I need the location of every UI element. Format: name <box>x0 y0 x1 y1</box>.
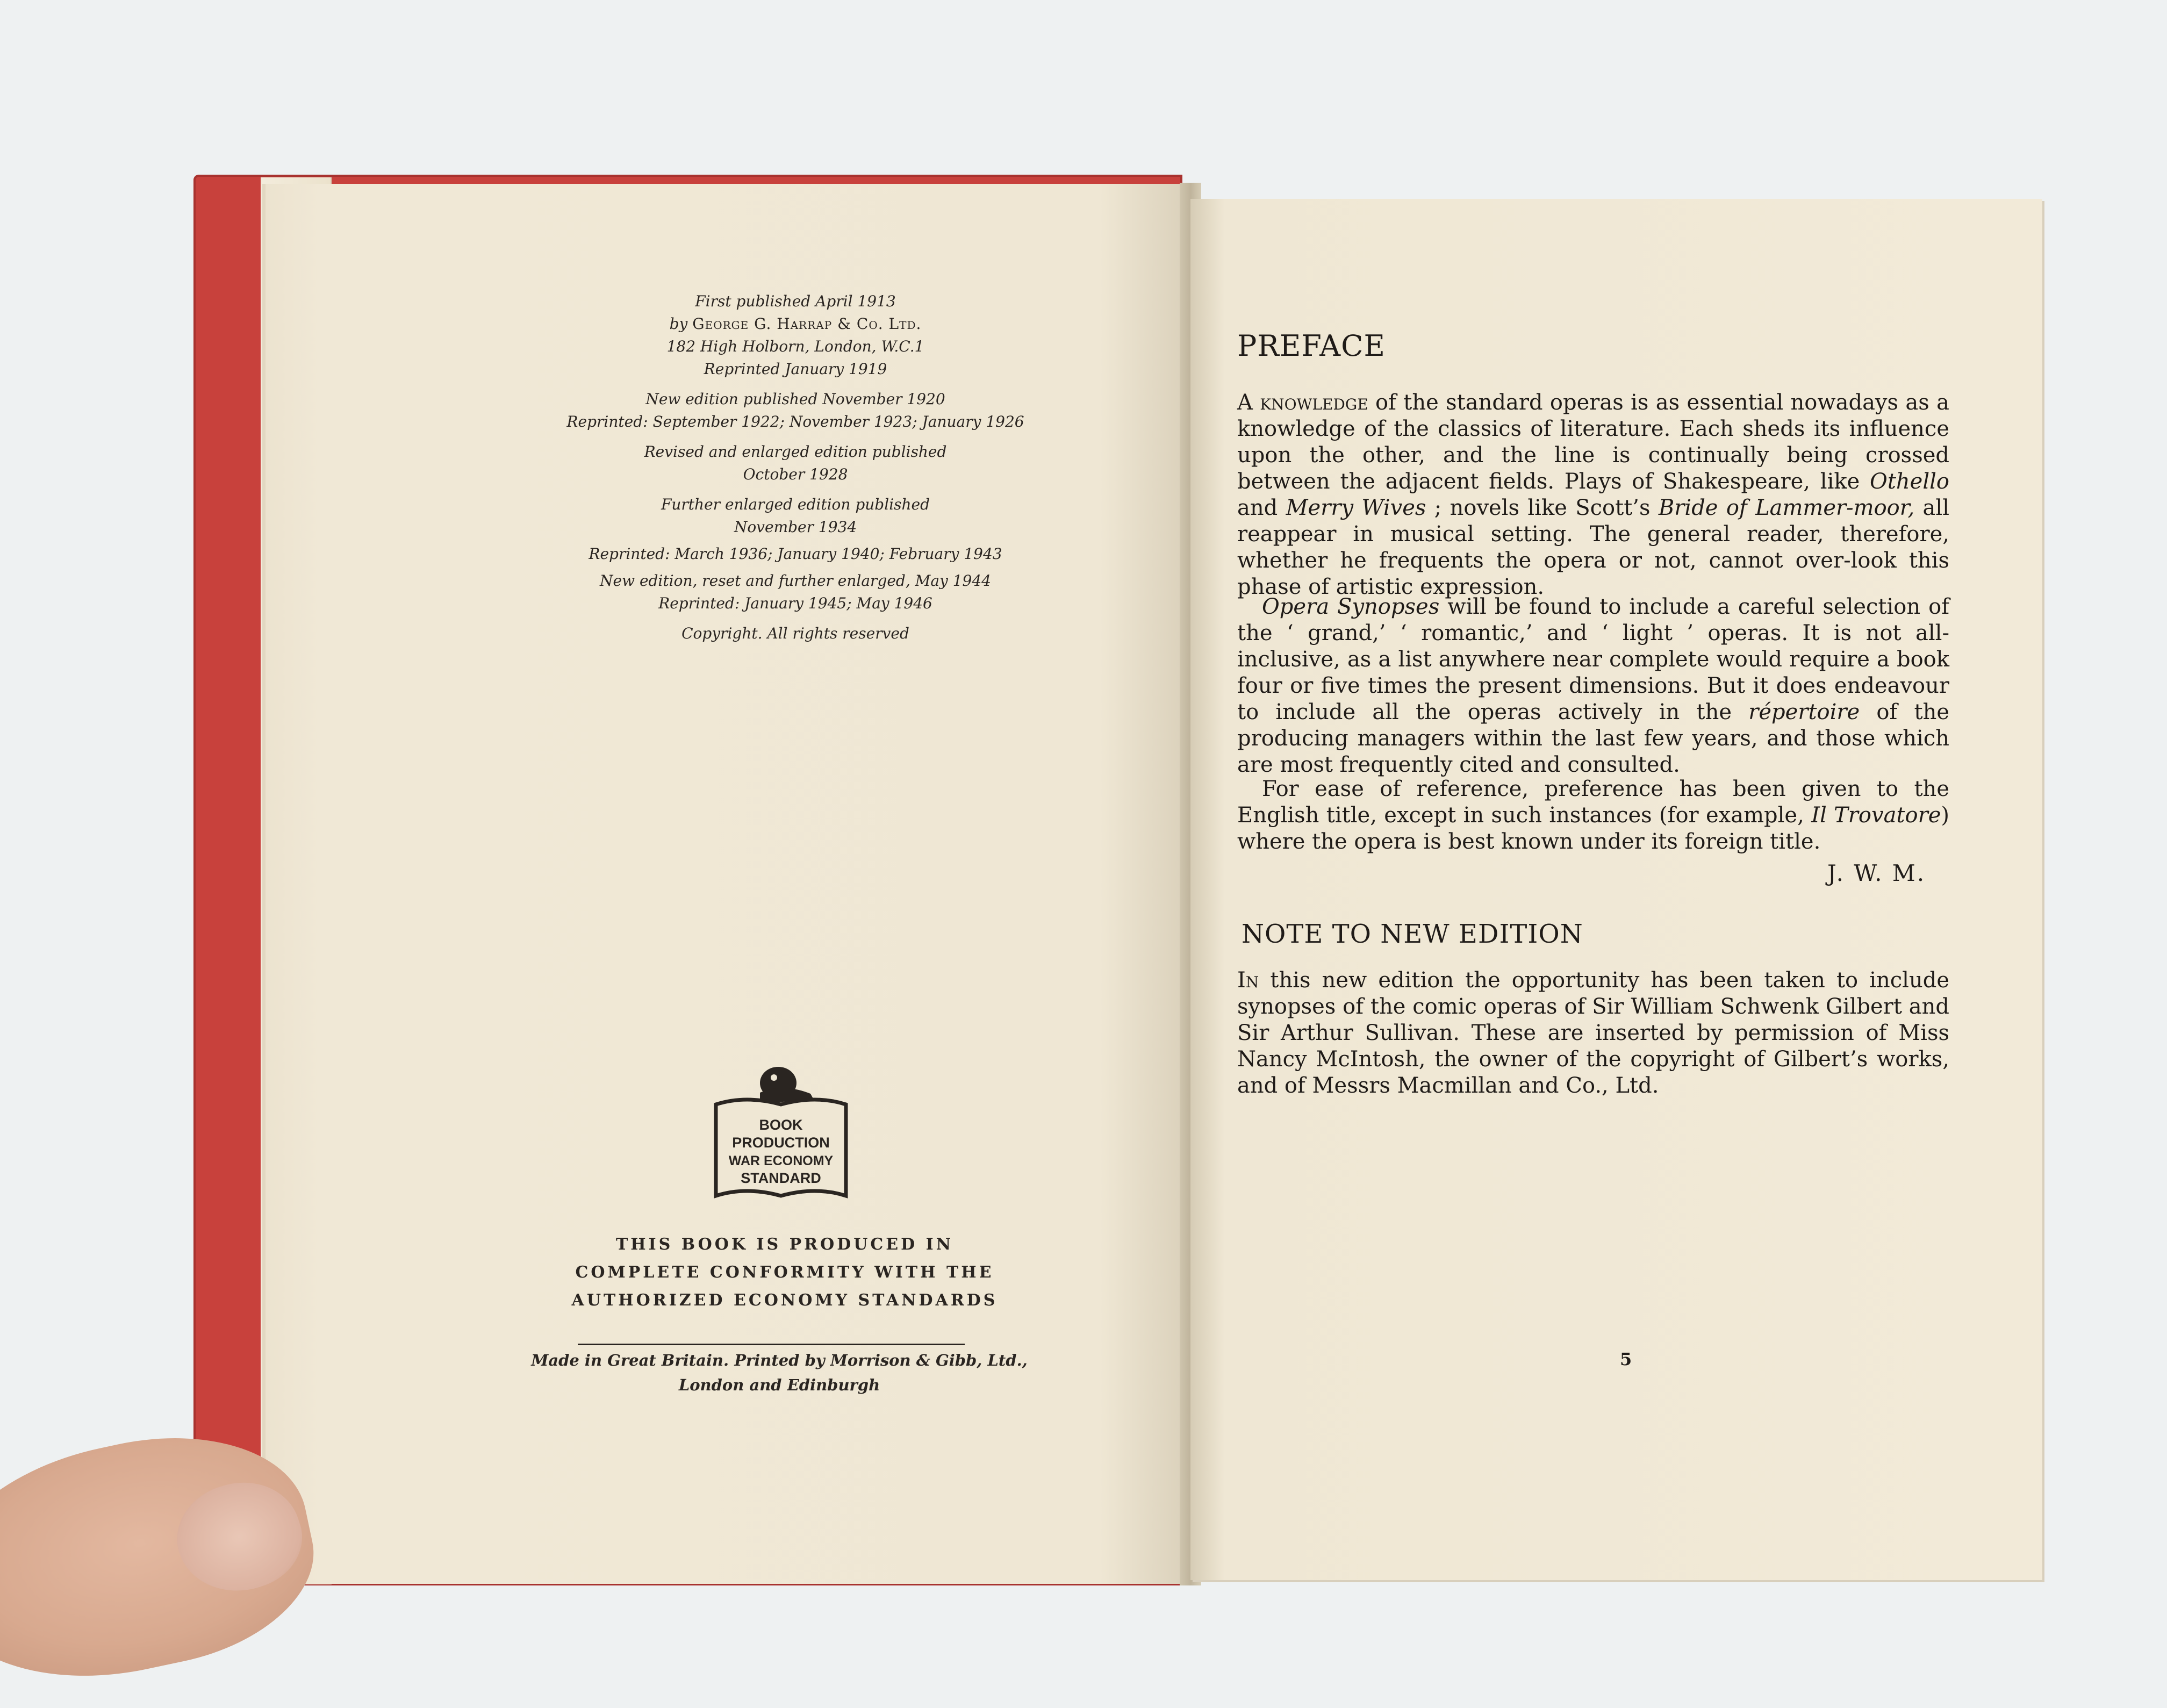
imprint-line: New edition, reset and further enlarged, May 1944 <box>600 572 991 590</box>
divider <box>578 1344 965 1345</box>
logo-line: BOOK <box>759 1117 803 1133</box>
logo-line: STANDARD <box>741 1170 821 1186</box>
note-heading: NOTE TO NEW EDITION <box>1242 919 1583 949</box>
imprint-line: First published April 1913 <box>695 292 896 310</box>
preface-paragraph-3: For ease of reference, preference has been given to the English title, except in such instances (for example, Il Trovatore) where the opera is best known under its foreign title. <box>1237 777 1950 854</box>
preface-heading: PREFACE <box>1237 329 1386 363</box>
preface-paragraph-2: Opera Synopses will be found to include a careful selection of the ‘ grand,’ ‘ romantic,’ and ‘ light ’ operas. It is not all-inclusive, as a list anywhere near complete would require a book four or five times the present dimensions. But it does endeavour to include all the operas actively in the répertoire of the producing managers within the last few years, and those which are most frequently cited and consulted. <box>1237 594 1949 777</box>
printer-credit: Made in Great Britain. Printed by Morrison & Gibb, Ltd., London and Edinburgh <box>531 1351 1028 1394</box>
imprint-line: Copyright. All rights reserved <box>681 625 909 642</box>
imprint-line: October 1928 <box>743 465 848 483</box>
imprint-line: Reprinted: March 1936; January 1940; February 1943 <box>589 545 1002 563</box>
imprint-line: Reprinted: January 1945; May 1946 <box>658 594 932 612</box>
logo-line: PRODUCTION <box>732 1135 830 1151</box>
imprint-line: Revised and enlarged edition published <box>644 443 947 461</box>
imprint-line: 182 High Holborn, London, W.C.1 <box>666 338 924 355</box>
preface-paragraph-1: A knowledge of the standard operas is as essential nowadays as a knowledge of the classics of literature. Each sheds its influence upon the other, and the line is continually being crossed between the adjacent fields. Plays of Shakespeare, like Othello and Merry Wives ; novels like Scott’s Bride of Lammer-moor, all reappear in musical setting. The general reader, therefore, whether he frequents the opera or not, cannot over-look this phase of artistic expression. <box>1237 390 1949 599</box>
war-economy-logo <box>708 1061 853 1207</box>
imprint-line: by George G. Harrap & Co. Ltd. <box>669 315 922 333</box>
note-paragraph: In this new edition the opportunity has been taken to include synopses of the comic operas of Sir William Schwenk Gilbert and Sir Arthur Sullivan. These are inserted by permission of Miss Nancy McIntosh, the owner of the copyright of Gilbert’s works, and of Messrs Macmillan and Co., Ltd. <box>1237 968 1949 1098</box>
imprint-line: Reprinted: September 1922; November 1923; January 1926 <box>566 413 1024 430</box>
economy-standards-notice: THIS BOOK IS PRODUCED IN COMPLETE CONFORMITY WITH THE AUTHORIZED ECONOMY STANDARDS <box>571 1235 998 1310</box>
imprint-line: New edition published November 1920 <box>645 390 945 408</box>
imprint-line: Further enlarged edition published <box>661 496 930 513</box>
imprint-line: November 1934 <box>734 518 857 536</box>
page-number: 5 <box>1620 1349 1632 1369</box>
author-initials: J. W. M. <box>1827 860 1926 886</box>
logo-line: WAR ECONOMY <box>728 1153 834 1168</box>
imprint-line: Reprinted January 1919 <box>704 360 887 378</box>
imprint-block <box>473 290 1118 645</box>
